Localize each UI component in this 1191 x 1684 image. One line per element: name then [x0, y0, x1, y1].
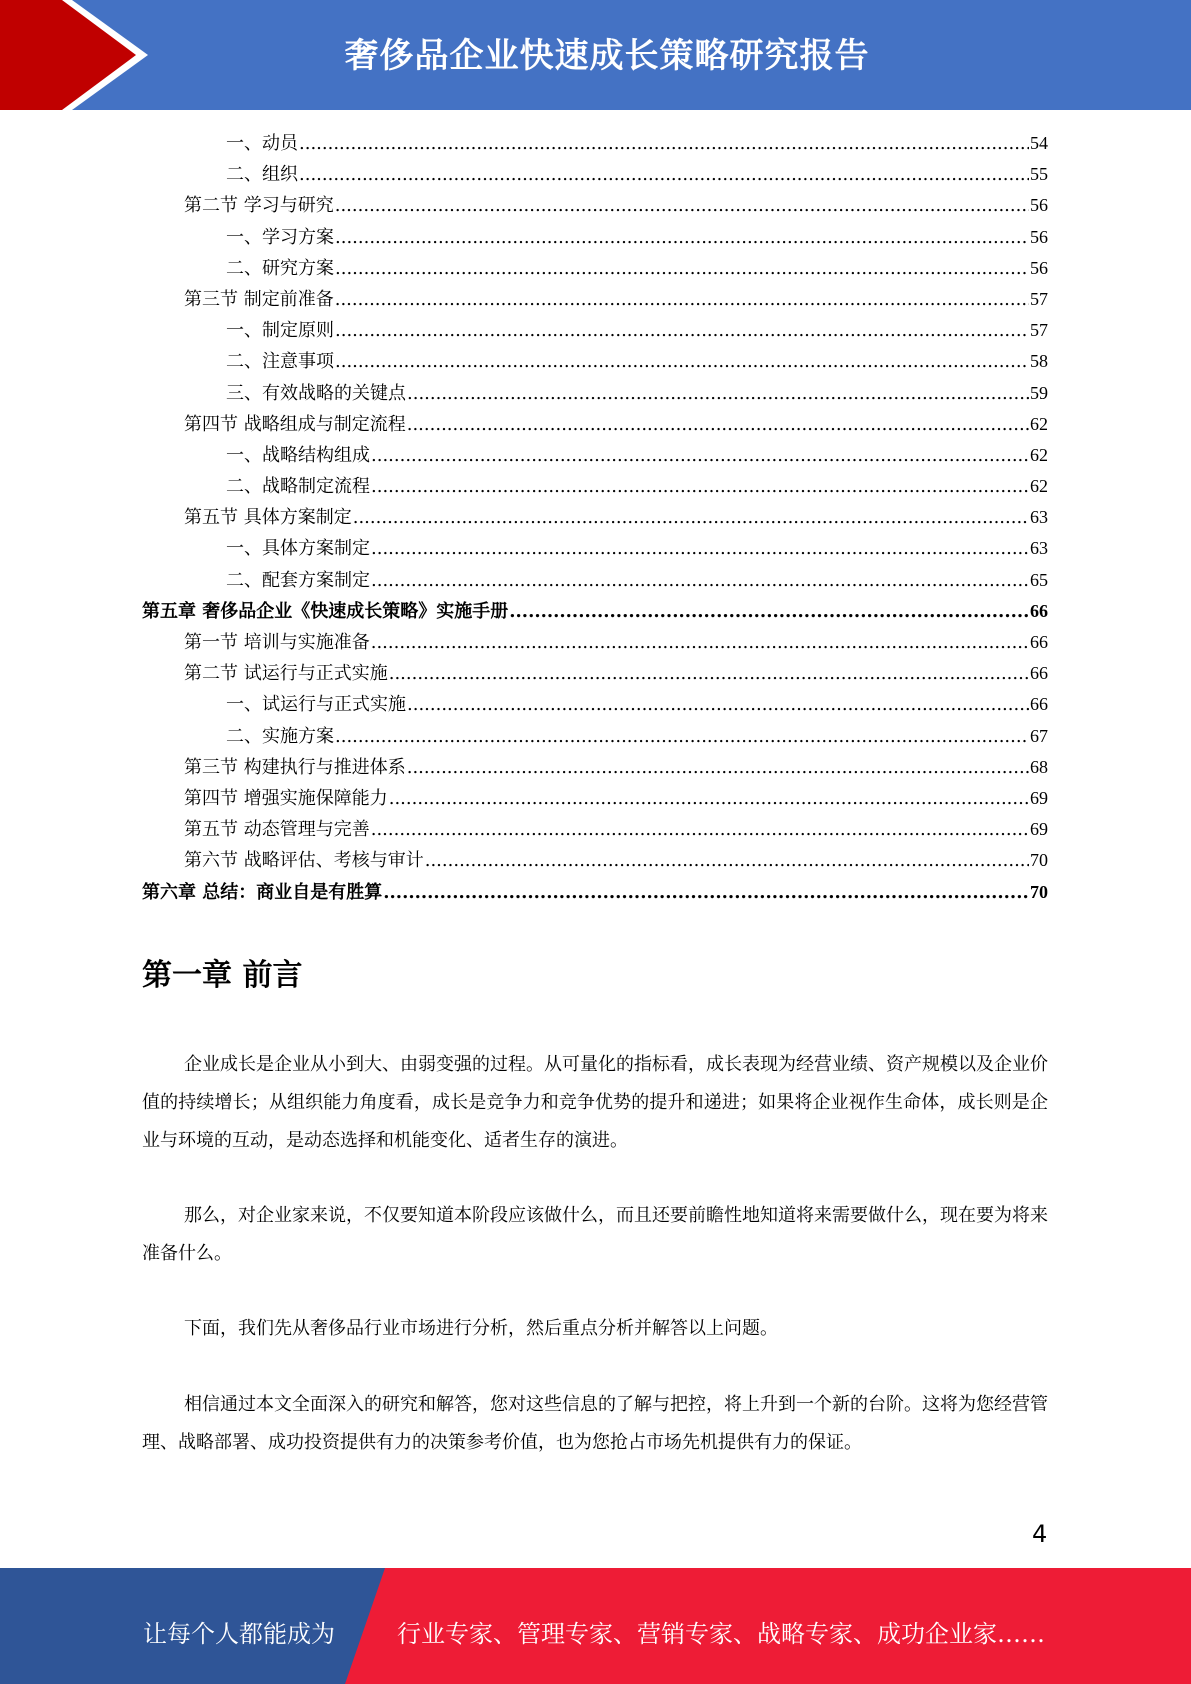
toc-dot-leader — [383, 882, 1029, 903]
toc-entry-page: 56 — [1030, 226, 1048, 247]
toc-entry-label: 第四节 战略组成与制定流程 — [184, 413, 406, 435]
toc-entry-label: 第三节 构建执行与推进体系 — [184, 756, 406, 778]
toc-entry-page: 57 — [1030, 320, 1048, 341]
toc-subsection-entry[interactable] — [142, 722, 1048, 753]
toc-dot-leader — [353, 507, 1029, 528]
toc-entry-label: 一、试运行与正式实施 — [226, 694, 406, 716]
toc-dot-leader — [389, 663, 1029, 684]
toc-dot-leader — [371, 445, 1029, 466]
toc-entry-label: 二、注意事项 — [226, 351, 334, 373]
toc-dot-leader — [371, 538, 1029, 559]
toc-entry-page: 67 — [1030, 725, 1048, 746]
toc-entry-page: 63 — [1030, 507, 1048, 528]
toc-chapter-entry[interactable] — [142, 878, 1048, 909]
toc-entry-label: 第六章 总结：商业自是有胜算 — [142, 881, 383, 903]
toc-subsection-entry[interactable] — [142, 316, 1048, 347]
toc-entry-label: 一、战略结构组成 — [226, 444, 370, 466]
toc-entry-label: 二、战略制定流程 — [226, 476, 370, 498]
toc-subsection-entry[interactable] — [142, 160, 1048, 191]
toc-dot-leader — [335, 351, 1029, 372]
toc-entry-page: 62 — [1030, 476, 1048, 497]
toc-entry-page: 69 — [1030, 787, 1048, 808]
toc-section-entry[interactable] — [142, 191, 1048, 222]
toc-section-entry[interactable] — [142, 753, 1048, 784]
toc-section-entry[interactable] — [142, 285, 1048, 316]
toc-entry-label: 第四节 增强实施保障能力 — [184, 787, 388, 809]
toc-entry-label: 一、制定原则 — [226, 320, 334, 342]
toc-entry-page: 54 — [1030, 133, 1048, 153]
toc-subsection-entry[interactable] — [142, 472, 1048, 503]
toc-dot-leader — [335, 726, 1029, 747]
chapter-title: 第一章 前言 — [142, 958, 303, 993]
footer-slogan-left: 让每个人都能成为 — [143, 1620, 335, 1648]
toc-entry-label: 一、动员 — [226, 133, 298, 154]
toc-entry-label: 一、具体方案制定 — [226, 538, 370, 560]
toc-entry-page: 57 — [1030, 288, 1048, 309]
toc-entry-page: 70 — [1030, 850, 1048, 871]
toc-subsection-entry[interactable] — [142, 129, 1048, 160]
toc-dot-leader — [371, 570, 1029, 591]
toc-dot-leader — [371, 632, 1029, 653]
toc-entry-page: 62 — [1030, 413, 1048, 434]
toc-dot-leader — [509, 601, 1029, 622]
toc-subsection-entry[interactable] — [142, 534, 1048, 565]
toc-dot-leader — [407, 694, 1029, 715]
toc-entry-label: 二、配套方案制定 — [226, 569, 370, 591]
toc-entry-label: 第五节 具体方案制定 — [184, 507, 352, 529]
toc-entry-label: 二、组织 — [226, 164, 298, 186]
toc-entry-label: 三、有效战略的关键点 — [226, 382, 406, 404]
toc-entry-label: 第二节 学习与研究 — [184, 195, 334, 217]
toc-dot-leader — [335, 195, 1029, 216]
toc-dot-leader — [389, 788, 1029, 809]
toc-entry-page: 66 — [1030, 663, 1048, 684]
page-header — [0, 0, 1191, 110]
toc-entry-label: 二、研究方案 — [226, 257, 334, 279]
toc-section-entry[interactable] — [142, 815, 1048, 846]
toc-subsection-entry[interactable] — [142, 223, 1048, 254]
toc-section-entry[interactable] — [142, 628, 1048, 659]
toc-section-entry[interactable] — [142, 410, 1048, 441]
toc-dot-leader — [299, 133, 1029, 154]
page-number: 4 — [1032, 1520, 1048, 1548]
header-title: 奢侈品企业快速成长策略研究报告 — [344, 36, 870, 76]
toc-entry-page: 66 — [1030, 632, 1048, 652]
paragraph-1: 企业成长是企业从小到大、由弱变强的过程。从可量化的指标看，成长表现为经营业绩、资产规模以及企业价值的持续增长；从组织能力角度看，成长是竞争力和竞争优势的提升和递进；如果将企业视作生命体，成长则是企业与环境的互动，是动态选择和机能变化、适者生存的演进。 — [142, 1054, 1048, 1151]
toc-chapter-entry[interactable] — [142, 597, 1048, 628]
toc-subsection-entry[interactable] — [142, 566, 1048, 597]
toc-entry-label: 第二节 试运行与正式实施 — [184, 663, 388, 685]
paragraph-4: 相信通过本文全面深入的研究和解答，您对这些信息的了解与把控，将上升到一个新的台阶。这将为您经营管理、战略部署、成功投资提供有力的决策参考价值，也为您抢占市场先机提供有力的保证。 — [142, 1394, 1048, 1453]
toc-entry-page: 59 — [1030, 382, 1048, 403]
toc-dot-leader — [425, 850, 1029, 871]
toc-section-entry[interactable] — [142, 846, 1048, 877]
toc-entry-page: 56 — [1030, 195, 1048, 216]
toc-entry-page: 56 — [1030, 257, 1048, 278]
toc-subsection-entry[interactable] — [142, 254, 1048, 285]
paragraph-3: 下面，我们先从奢侈品行业市场进行分析，然后重点分析并解答以上问题。 — [184, 1318, 778, 1339]
toc-dot-leader — [407, 383, 1029, 404]
toc-subsection-entry[interactable] — [142, 690, 1048, 721]
toc-entry-page: 66 — [1030, 600, 1048, 621]
toc-entry-page: 55 — [1030, 164, 1048, 185]
toc-dot-leader — [335, 258, 1029, 279]
toc-entry-label: 一、学习方案 — [226, 226, 334, 248]
table-of-contents — [142, 129, 1048, 909]
footer-slogan-right: 行业专家、管理专家、营销专家、战略专家、成功企业家…… — [397, 1620, 1045, 1648]
toc-subsection-entry[interactable] — [142, 441, 1048, 472]
toc-section-entry[interactable] — [142, 503, 1048, 534]
toc-entry-page: 58 — [1030, 351, 1048, 372]
toc-entry-page: 62 — [1030, 444, 1048, 465]
toc-entry-label: 第五节 动态管理与完善 — [184, 819, 370, 841]
toc-entry-label: 第三节 制定前准备 — [184, 288, 334, 310]
toc-entry-label: 第一节 培训与实施准备 — [184, 632, 370, 653]
toc-dot-leader — [299, 164, 1029, 185]
page-footer — [0, 1568, 1191, 1684]
toc-entry-page: 65 — [1030, 569, 1048, 590]
toc-entry-page: 68 — [1030, 756, 1048, 777]
toc-entry-label: 第六节 战略评估、考核与审计 — [184, 850, 424, 872]
toc-dot-leader — [371, 476, 1029, 497]
toc-dot-leader — [335, 227, 1029, 248]
toc-dot-leader — [407, 414, 1029, 435]
toc-dot-leader — [371, 819, 1029, 840]
toc-subsection-entry[interactable] — [142, 347, 1048, 378]
toc-section-entry[interactable] — [142, 784, 1048, 815]
toc-entry-label: 第五章 奢侈品企业《快速成长策略》实施手册 — [142, 600, 509, 622]
paragraph-2: 那么，对企业家来说，不仅要知道本阶段应该做什么，而且还要前瞻性地知道将来需要做什么，现在要为将来准备什么。 — [142, 1205, 1048, 1264]
toc-dot-leader — [335, 289, 1029, 310]
toc-entry-page: 66 — [1030, 694, 1048, 715]
toc-entry-label: 二、实施方案 — [226, 725, 334, 747]
toc-entry-page: 63 — [1030, 538, 1048, 559]
toc-section-entry[interactable] — [142, 659, 1048, 690]
toc-dot-leader — [335, 320, 1029, 341]
toc-entry-page: 69 — [1030, 819, 1048, 840]
toc-entry-page: 70 — [1030, 881, 1048, 902]
toc-subsection-entry[interactable] — [142, 379, 1048, 410]
toc-dot-leader — [407, 757, 1029, 778]
